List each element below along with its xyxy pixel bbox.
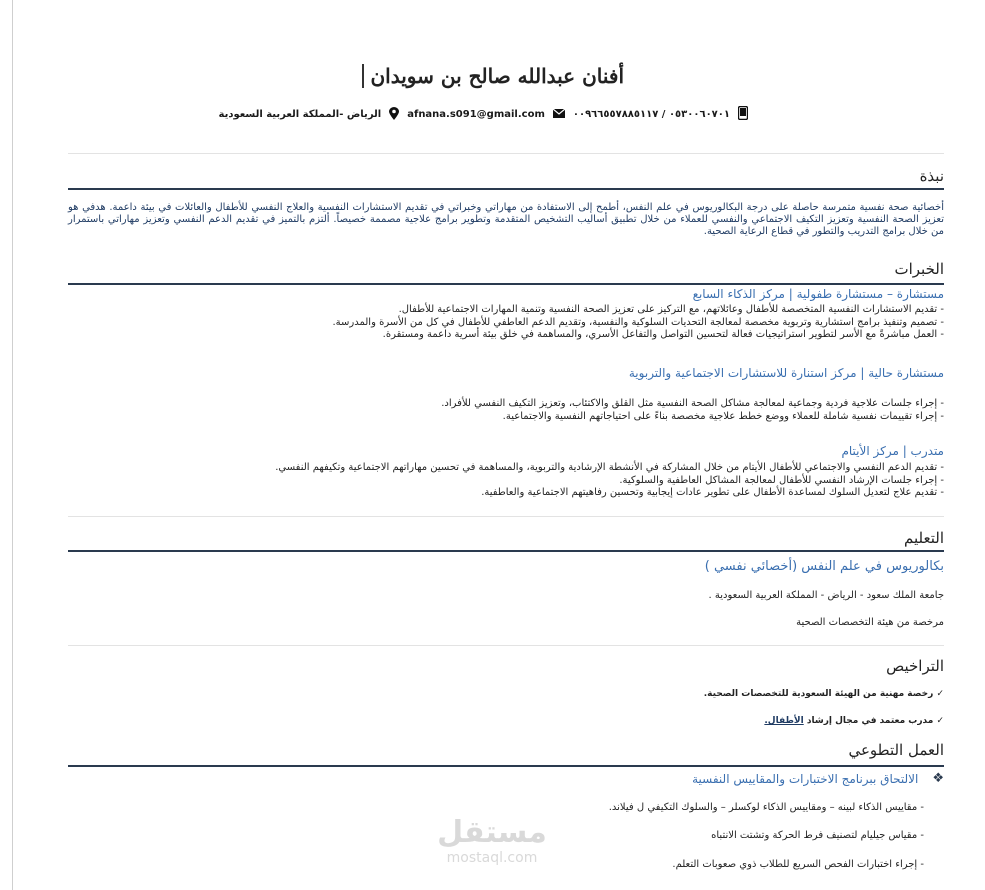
email-address[interactable]: afnana.s091@gmail.com — [407, 109, 545, 120]
job-title-1: مستشارة – مستشارة طفولية | مركز الذكاء السابع — [692, 287, 944, 301]
list-item: - إجراء جلسات علاجية فردية وجماعية لمعالجة مشاكل الصحة النفسية مثل القلق والاكتئاب، وتعزيز التكيف النفسي للأفراد. — [441, 398, 944, 409]
divider — [68, 153, 944, 154]
section-title-volunteer: العمل التطوعي — [848, 741, 944, 759]
list-item: - إجراء اختبارات الفحص السريع للطلاب ذوي صعوبات التعلم. — [672, 859, 924, 870]
section-title-education: التعليم — [904, 529, 944, 547]
phone-numbers: ٠٥٣٠٠٦٠٧٠١ / ٠٠٩٦٦٥٥٧٨٨٥١١٧ — [572, 109, 730, 120]
section-title-summary: نبذة — [919, 167, 944, 185]
job-1-bullets — [332, 304, 944, 342]
professional-license: مرخصة من هيئة التخصصات الصحية — [796, 617, 944, 628]
summary-text: أخصائية صحة نفسية متمرسة حاصلة على درجة البكالوريوس في علم النفس، أطمح إلى الاستفادة من مهاراتي وخبراتي في تقديم الاستشارات النفسية والعلاج النفسي للأطفال والعائلات في بيئة داعمة. هدفي هو تعزيز الصحة النفسية وتعزيز التكيف الاجتماعي والنفسي للعملاء من خلال تطبيق أساليب التشخيص المتقدمة وتطوير برامج علاجية مصممة خصيصاً. ألتزم بالتميز في تقديم الدعم النفسي وتعزيز مهاراتي باستمرار من خلال برامج التدريب والتطور في قطاع الرعاية الصحية. — [68, 202, 944, 237]
university: جامعة الملك سعود - الرياض - المملكة العربية السعودية . — [708, 590, 944, 601]
list-item: - مقياس جيليام لتصنيف فرط الحركة وتشتت الانتباه — [711, 830, 924, 841]
mostaql-watermark: مستقل mostaql.com — [437, 815, 547, 866]
list-item: - تقديم الدعم النفسي والاجتماعي للأطفال الأيتام من خلال المشاركة في الأنشطة الإرشادية والتربوية، والمساهمة في تحسين مهاراتهم الاجتماعية وتكيفهم النفسي. — [275, 462, 944, 473]
section-rule — [68, 283, 944, 285]
volunteer-heading: ❖ الالتحاق ببرنامج الاختبارات والمقاييس النفسية — [692, 771, 944, 786]
diamond-bullet-icon: ❖ — [932, 771, 944, 786]
job-2-bullets — [441, 398, 944, 423]
mail-icon — [553, 109, 565, 121]
license-item: ✓ مدرب معتمد في مجال إرشاد الأطفال. — [764, 716, 944, 726]
phone-icon — [738, 106, 748, 123]
list-item: - مقاييس الذكاء لبينه – ومقاييس الذكاء لوكسلر – والسلوك التكيفي ل فيلاند. — [608, 802, 924, 813]
section-title-experience: الخبرات — [894, 260, 944, 278]
resume-document — [68, 0, 944, 890]
section-rule — [68, 550, 944, 552]
job-title-2: مستشارة حالية | مركز استنارة للاستشارات الاجتماعية والتربوية — [628, 366, 944, 380]
section-rule — [68, 765, 944, 767]
list-item: - العمل مباشرةً مع الأسر لتطوير استراتيجيات فعالة لتحسين التواصل والتفاعل الأسري، والمساهمة في خلق بيئة أسرية داعمة ومستقرة. — [382, 329, 944, 340]
section-title-licenses: التراخيص — [886, 657, 944, 675]
job-title-3: متدرب | مركز الأيتام — [841, 444, 944, 458]
list-item: - تقديم علاج لتعديل السلوك لمساعدة الأطفال على تطوير عادات إيجابية وتحسين رفاهيتهم الاجتماعية والعاطفية. — [481, 487, 944, 498]
contact-line — [219, 106, 748, 123]
degree-title: بكالوريوس في علم النفس (أخصائي نفسي ) — [704, 559, 944, 574]
check-icon: ✓ — [933, 716, 944, 726]
job-3-bullets — [275, 462, 944, 500]
page-edge — [12, 0, 13, 890]
license-item: ✓ رخصة مهنية من الهيئة السعودية للتخصصات الصحية. — [703, 689, 944, 699]
divider — [68, 645, 944, 646]
list-item: - تقديم الاستشارات النفسية المتخصصة للأطفال وعائلاتهم، مع التركيز على تعزيز الصحة النفسية وتنمية المهارات الاجتماعية للأطفال. — [398, 304, 944, 315]
location-pin-icon — [389, 107, 399, 123]
candidate-name: أفنان عبدالله صالح بن سويدان — [362, 64, 624, 88]
section-rule — [68, 188, 944, 190]
check-icon: ✓ — [933, 689, 944, 699]
location-text: الرياض -المملكة العربية السعودية — [218, 109, 382, 120]
list-item: - إجراء جلسات الإرشاد النفسي للأطفال لمعالجة المشاكل العاطفية والسلوكية. — [619, 474, 944, 486]
divider — [68, 516, 944, 517]
list-item: - تصميم وتنفيذ برامج استشارية وتربوية مخصصة لمعالجة التحديات السلوكية والنفسية، وتقديم الدعم العاطفي للأطفال في كل من الأسرة والمدرسة. — [332, 316, 944, 328]
list-item: - إجراء تقييمات نفسية شاملة للعملاء ووضع خطط علاجية مخصصة بناءً على احتياجاتهم النفسية والاجتماعية. — [502, 410, 944, 422]
